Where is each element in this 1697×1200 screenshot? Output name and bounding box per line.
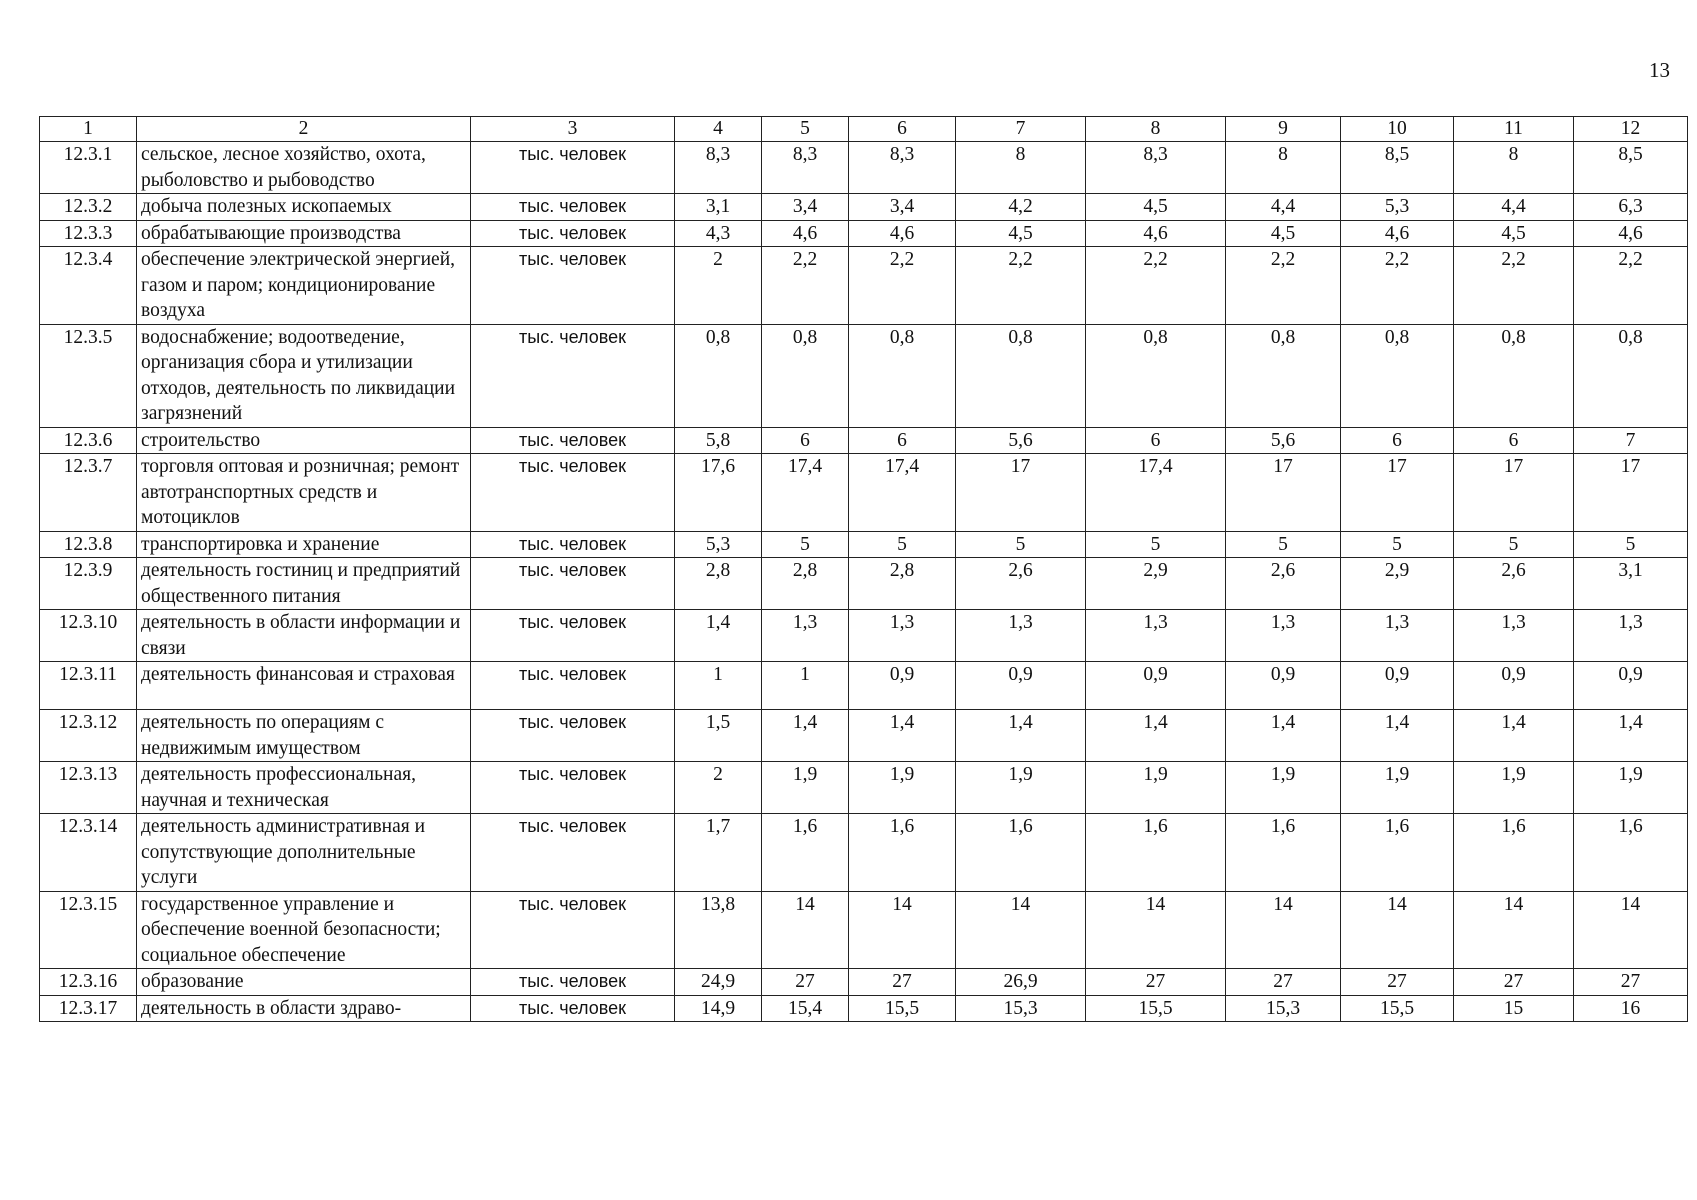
row-value: 1,4 [762, 710, 849, 762]
row-value: 8,3 [762, 142, 849, 194]
row-value: 6 [849, 427, 956, 454]
column-header: 11 [1454, 117, 1574, 142]
row-value: 6,3 [1574, 194, 1688, 221]
row-value: 2,8 [762, 558, 849, 610]
row-value: 2,2 [1454, 247, 1574, 325]
row-value: 4,5 [1226, 220, 1341, 247]
row-value: 2,2 [1341, 247, 1454, 325]
row-value: 3,1 [675, 194, 762, 221]
row-value: 5 [849, 531, 956, 558]
row-code: 12.3.5 [40, 324, 137, 427]
row-value: 8,3 [1086, 142, 1226, 194]
row-value: 1,9 [762, 762, 849, 814]
row-value: 1,9 [956, 762, 1086, 814]
column-header: 5 [762, 117, 849, 142]
row-value: 4,4 [1454, 194, 1574, 221]
row-value: 4,6 [1574, 220, 1688, 247]
row-value: 27 [1341, 969, 1454, 996]
row-unit: тыс. человек [471, 194, 675, 221]
column-header: 8 [1086, 117, 1226, 142]
table-row [40, 142, 1688, 194]
row-value: 2,6 [1454, 558, 1574, 610]
row-unit: тыс. человек [471, 247, 675, 325]
row-unit: тыс. человек [471, 969, 675, 996]
row-unit: тыс. человек [471, 531, 675, 558]
row-value: 17 [1226, 454, 1341, 532]
row-value: 1,9 [1341, 762, 1454, 814]
row-value: 0,8 [1086, 324, 1226, 427]
row-value: 1,3 [1574, 610, 1688, 662]
row-code: 12.3.3 [40, 220, 137, 247]
row-value: 8,3 [849, 142, 956, 194]
row-value: 0,8 [1454, 324, 1574, 427]
table-row [40, 610, 1688, 662]
row-value: 2,9 [1086, 558, 1226, 610]
row-value: 4,4 [1226, 194, 1341, 221]
row-value: 7 [1574, 427, 1688, 454]
row-value: 14 [1226, 891, 1341, 969]
row-value: 17 [1341, 454, 1454, 532]
statistics-table [39, 116, 1688, 1022]
row-value: 5 [762, 531, 849, 558]
table-row [40, 220, 1688, 247]
row-value: 0,8 [762, 324, 849, 427]
row-value: 5,6 [1226, 427, 1341, 454]
row-value: 2,2 [1226, 247, 1341, 325]
row-value: 2 [675, 762, 762, 814]
row-value: 1,7 [675, 814, 762, 892]
row-value: 1,9 [1454, 762, 1574, 814]
row-value: 0,8 [1574, 324, 1688, 427]
row-value: 1 [675, 662, 762, 710]
row-value: 5 [1574, 531, 1688, 558]
row-value: 6 [1454, 427, 1574, 454]
row-value: 6 [1086, 427, 1226, 454]
row-value: 1 [762, 662, 849, 710]
column-header: 2 [137, 117, 471, 142]
column-header: 10 [1341, 117, 1454, 142]
row-value: 17 [956, 454, 1086, 532]
table-row [40, 427, 1688, 454]
row-value: 14 [849, 891, 956, 969]
row-value: 27 [1574, 969, 1688, 996]
row-value: 4,5 [1454, 220, 1574, 247]
row-unit: тыс. человек [471, 762, 675, 814]
row-indicator-name: деятельность в области здраво- [137, 995, 471, 1022]
table-row [40, 995, 1688, 1022]
row-value: 17 [1454, 454, 1574, 532]
row-indicator-name: транспортировка и хранение [137, 531, 471, 558]
column-header: 6 [849, 117, 956, 142]
row-value: 2,2 [762, 247, 849, 325]
row-value: 1,3 [762, 610, 849, 662]
row-value: 1,3 [1086, 610, 1226, 662]
row-indicator-name: деятельность финансовая и страховая [137, 662, 471, 710]
row-value: 1,4 [675, 610, 762, 662]
row-value: 0,9 [849, 662, 956, 710]
row-value: 1,3 [849, 610, 956, 662]
row-value: 15,5 [1086, 995, 1226, 1022]
row-value: 4,3 [675, 220, 762, 247]
column-header: 1 [40, 117, 137, 142]
row-unit: тыс. человек [471, 558, 675, 610]
row-value: 1,4 [1341, 710, 1454, 762]
column-header: 9 [1226, 117, 1341, 142]
table-row [40, 891, 1688, 969]
table-row [40, 194, 1688, 221]
row-code: 12.3.8 [40, 531, 137, 558]
table-row [40, 814, 1688, 892]
row-value: 17,6 [675, 454, 762, 532]
row-value: 1,6 [956, 814, 1086, 892]
row-value: 17,4 [1086, 454, 1226, 532]
row-value: 1,4 [849, 710, 956, 762]
row-unit: тыс. человек [471, 142, 675, 194]
row-value: 17 [1574, 454, 1688, 532]
row-value: 15,5 [1341, 995, 1454, 1022]
table-row [40, 324, 1688, 427]
row-value: 27 [1086, 969, 1226, 996]
table-body [40, 117, 1688, 1022]
row-unit: тыс. человек [471, 891, 675, 969]
row-unit: тыс. человек [471, 610, 675, 662]
row-value: 3,4 [849, 194, 956, 221]
row-value: 2,2 [1574, 247, 1688, 325]
row-value: 4,5 [956, 220, 1086, 247]
row-value: 0,9 [1226, 662, 1341, 710]
row-indicator-name: деятельность профессиональная, научная и техническая [137, 762, 471, 814]
row-value: 14 [1086, 891, 1226, 969]
row-value: 1,4 [1454, 710, 1574, 762]
row-indicator-name: добыча полезных ископаемых [137, 194, 471, 221]
table-row [40, 762, 1688, 814]
table-row [40, 969, 1688, 996]
row-value: 1,4 [1226, 710, 1341, 762]
row-indicator-name: строительство [137, 427, 471, 454]
row-value: 1,9 [1574, 762, 1688, 814]
row-value: 4,5 [1086, 194, 1226, 221]
row-unit: тыс. человек [471, 710, 675, 762]
row-value: 8,3 [675, 142, 762, 194]
row-value: 1,4 [1574, 710, 1688, 762]
row-value: 8 [1226, 142, 1341, 194]
column-header: 7 [956, 117, 1086, 142]
row-indicator-name: деятельность административная и сопутствующие дополнительные услуги [137, 814, 471, 892]
row-value: 6 [1341, 427, 1454, 454]
row-code: 12.3.9 [40, 558, 137, 610]
row-code: 12.3.14 [40, 814, 137, 892]
row-value: 17,4 [762, 454, 849, 532]
row-unit: тыс. человек [471, 324, 675, 427]
row-value: 0,9 [1574, 662, 1688, 710]
table-header-row [40, 117, 1688, 142]
row-value: 13,8 [675, 891, 762, 969]
row-code: 12.3.7 [40, 454, 137, 532]
row-value: 4,6 [762, 220, 849, 247]
row-value: 2,8 [675, 558, 762, 610]
row-value: 0,8 [675, 324, 762, 427]
row-value: 1,3 [1226, 610, 1341, 662]
row-value: 5,6 [956, 427, 1086, 454]
row-value: 16 [1574, 995, 1688, 1022]
row-value: 1,3 [1341, 610, 1454, 662]
row-value: 5 [1226, 531, 1341, 558]
row-unit: тыс. человек [471, 662, 675, 710]
row-value: 1,6 [1086, 814, 1226, 892]
table-row [40, 531, 1688, 558]
row-indicator-name: образование [137, 969, 471, 996]
row-value: 27 [849, 969, 956, 996]
row-value: 0,9 [1341, 662, 1454, 710]
row-indicator-name: деятельность гостиниц и предприятий общественного питания [137, 558, 471, 610]
row-value: 3,1 [1574, 558, 1688, 610]
row-value: 15,3 [1226, 995, 1341, 1022]
row-indicator-name: обеспечение электрической энергией, газом и паром; кондиционирование воздуха [137, 247, 471, 325]
row-value: 1,6 [1574, 814, 1688, 892]
row-value: 15,5 [849, 995, 956, 1022]
row-value: 2,6 [1226, 558, 1341, 610]
row-value: 0,9 [956, 662, 1086, 710]
column-header: 4 [675, 117, 762, 142]
row-value: 5,3 [675, 531, 762, 558]
row-value: 1,4 [1086, 710, 1226, 762]
table-row [40, 558, 1688, 610]
row-value: 1,9 [1226, 762, 1341, 814]
row-value: 2,6 [956, 558, 1086, 610]
row-value: 15 [1454, 995, 1574, 1022]
row-code: 12.3.4 [40, 247, 137, 325]
row-value: 1,6 [849, 814, 956, 892]
row-value: 17,4 [849, 454, 956, 532]
row-value: 1,3 [956, 610, 1086, 662]
row-code: 12.3.16 [40, 969, 137, 996]
row-code: 12.3.17 [40, 995, 137, 1022]
row-value: 1,6 [762, 814, 849, 892]
table-row [40, 662, 1688, 710]
row-value: 4,6 [1086, 220, 1226, 247]
row-value: 2,8 [849, 558, 956, 610]
row-value: 14 [1341, 891, 1454, 969]
row-unit: тыс. человек [471, 220, 675, 247]
page-number: 13 [1649, 58, 1670, 82]
row-value: 5 [1454, 531, 1574, 558]
row-value: 1,6 [1341, 814, 1454, 892]
row-value: 2,2 [956, 247, 1086, 325]
row-value: 1,9 [1086, 762, 1226, 814]
row-code: 12.3.11 [40, 662, 137, 710]
row-value: 27 [1226, 969, 1341, 996]
row-value: 27 [762, 969, 849, 996]
row-unit: тыс. человек [471, 454, 675, 532]
table-row [40, 247, 1688, 325]
row-value: 8 [956, 142, 1086, 194]
row-value: 2,2 [1086, 247, 1226, 325]
row-code: 12.3.15 [40, 891, 137, 969]
row-value: 14 [762, 891, 849, 969]
row-code: 12.3.6 [40, 427, 137, 454]
row-value: 1,4 [956, 710, 1086, 762]
row-value: 1,3 [1454, 610, 1574, 662]
row-indicator-name: деятельность по операциям с недвижимым имуществом [137, 710, 471, 762]
row-indicator-name: торговля оптовая и розничная; ремонт автотранспортных средств и мотоциклов [137, 454, 471, 532]
row-value: 5,3 [1341, 194, 1454, 221]
row-indicator-name: деятельность в области информации и связи [137, 610, 471, 662]
row-value: 2,9 [1341, 558, 1454, 610]
row-unit: тыс. человек [471, 995, 675, 1022]
row-value: 6 [762, 427, 849, 454]
row-value: 14 [1454, 891, 1574, 969]
row-value: 2 [675, 247, 762, 325]
row-value: 5 [1341, 531, 1454, 558]
row-value: 0,9 [1454, 662, 1574, 710]
row-value: 0,9 [1086, 662, 1226, 710]
row-value: 27 [1454, 969, 1574, 996]
row-value: 8 [1454, 142, 1574, 194]
row-value: 3,4 [762, 194, 849, 221]
row-value: 14 [1574, 891, 1688, 969]
row-value: 8,5 [1341, 142, 1454, 194]
row-value: 14 [956, 891, 1086, 969]
row-indicator-name: государственное управление и обеспечение военной безопасности; социальное обеспечение [137, 891, 471, 969]
row-code: 12.3.12 [40, 710, 137, 762]
row-unit: тыс. человек [471, 814, 675, 892]
row-value: 8,5 [1574, 142, 1688, 194]
row-value: 0,8 [1226, 324, 1341, 427]
row-value: 5,8 [675, 427, 762, 454]
row-value: 5 [1086, 531, 1226, 558]
table-row [40, 710, 1688, 762]
row-value: 4,6 [849, 220, 956, 247]
row-indicator-name: водоснабжение; водоотведение, организация сбора и утилизации отходов, деятельность по ликвидации загрязнений [137, 324, 471, 427]
row-code: 12.3.2 [40, 194, 137, 221]
row-value: 15,3 [956, 995, 1086, 1022]
row-value: 0,8 [956, 324, 1086, 427]
row-value: 1,6 [1454, 814, 1574, 892]
row-value: 26,9 [956, 969, 1086, 996]
row-value: 4,6 [1341, 220, 1454, 247]
column-header: 12 [1574, 117, 1688, 142]
row-value: 2,2 [849, 247, 956, 325]
row-value: 4,2 [956, 194, 1086, 221]
column-header: 3 [471, 117, 675, 142]
row-value: 15,4 [762, 995, 849, 1022]
row-value: 14,9 [675, 995, 762, 1022]
row-value: 1,9 [849, 762, 956, 814]
row-indicator-name: обрабатывающие производства [137, 220, 471, 247]
row-unit: тыс. человек [471, 427, 675, 454]
row-value: 1,5 [675, 710, 762, 762]
row-code: 12.3.13 [40, 762, 137, 814]
row-code: 12.3.10 [40, 610, 137, 662]
table-row [40, 454, 1688, 532]
row-code: 12.3.1 [40, 142, 137, 194]
row-value: 1,6 [1226, 814, 1341, 892]
row-indicator-name: сельское, лесное хозяйство, охота, рыболовство и рыбоводство [137, 142, 471, 194]
row-value: 5 [956, 531, 1086, 558]
row-value: 0,8 [1341, 324, 1454, 427]
row-value: 0,8 [849, 324, 956, 427]
row-value: 24,9 [675, 969, 762, 996]
